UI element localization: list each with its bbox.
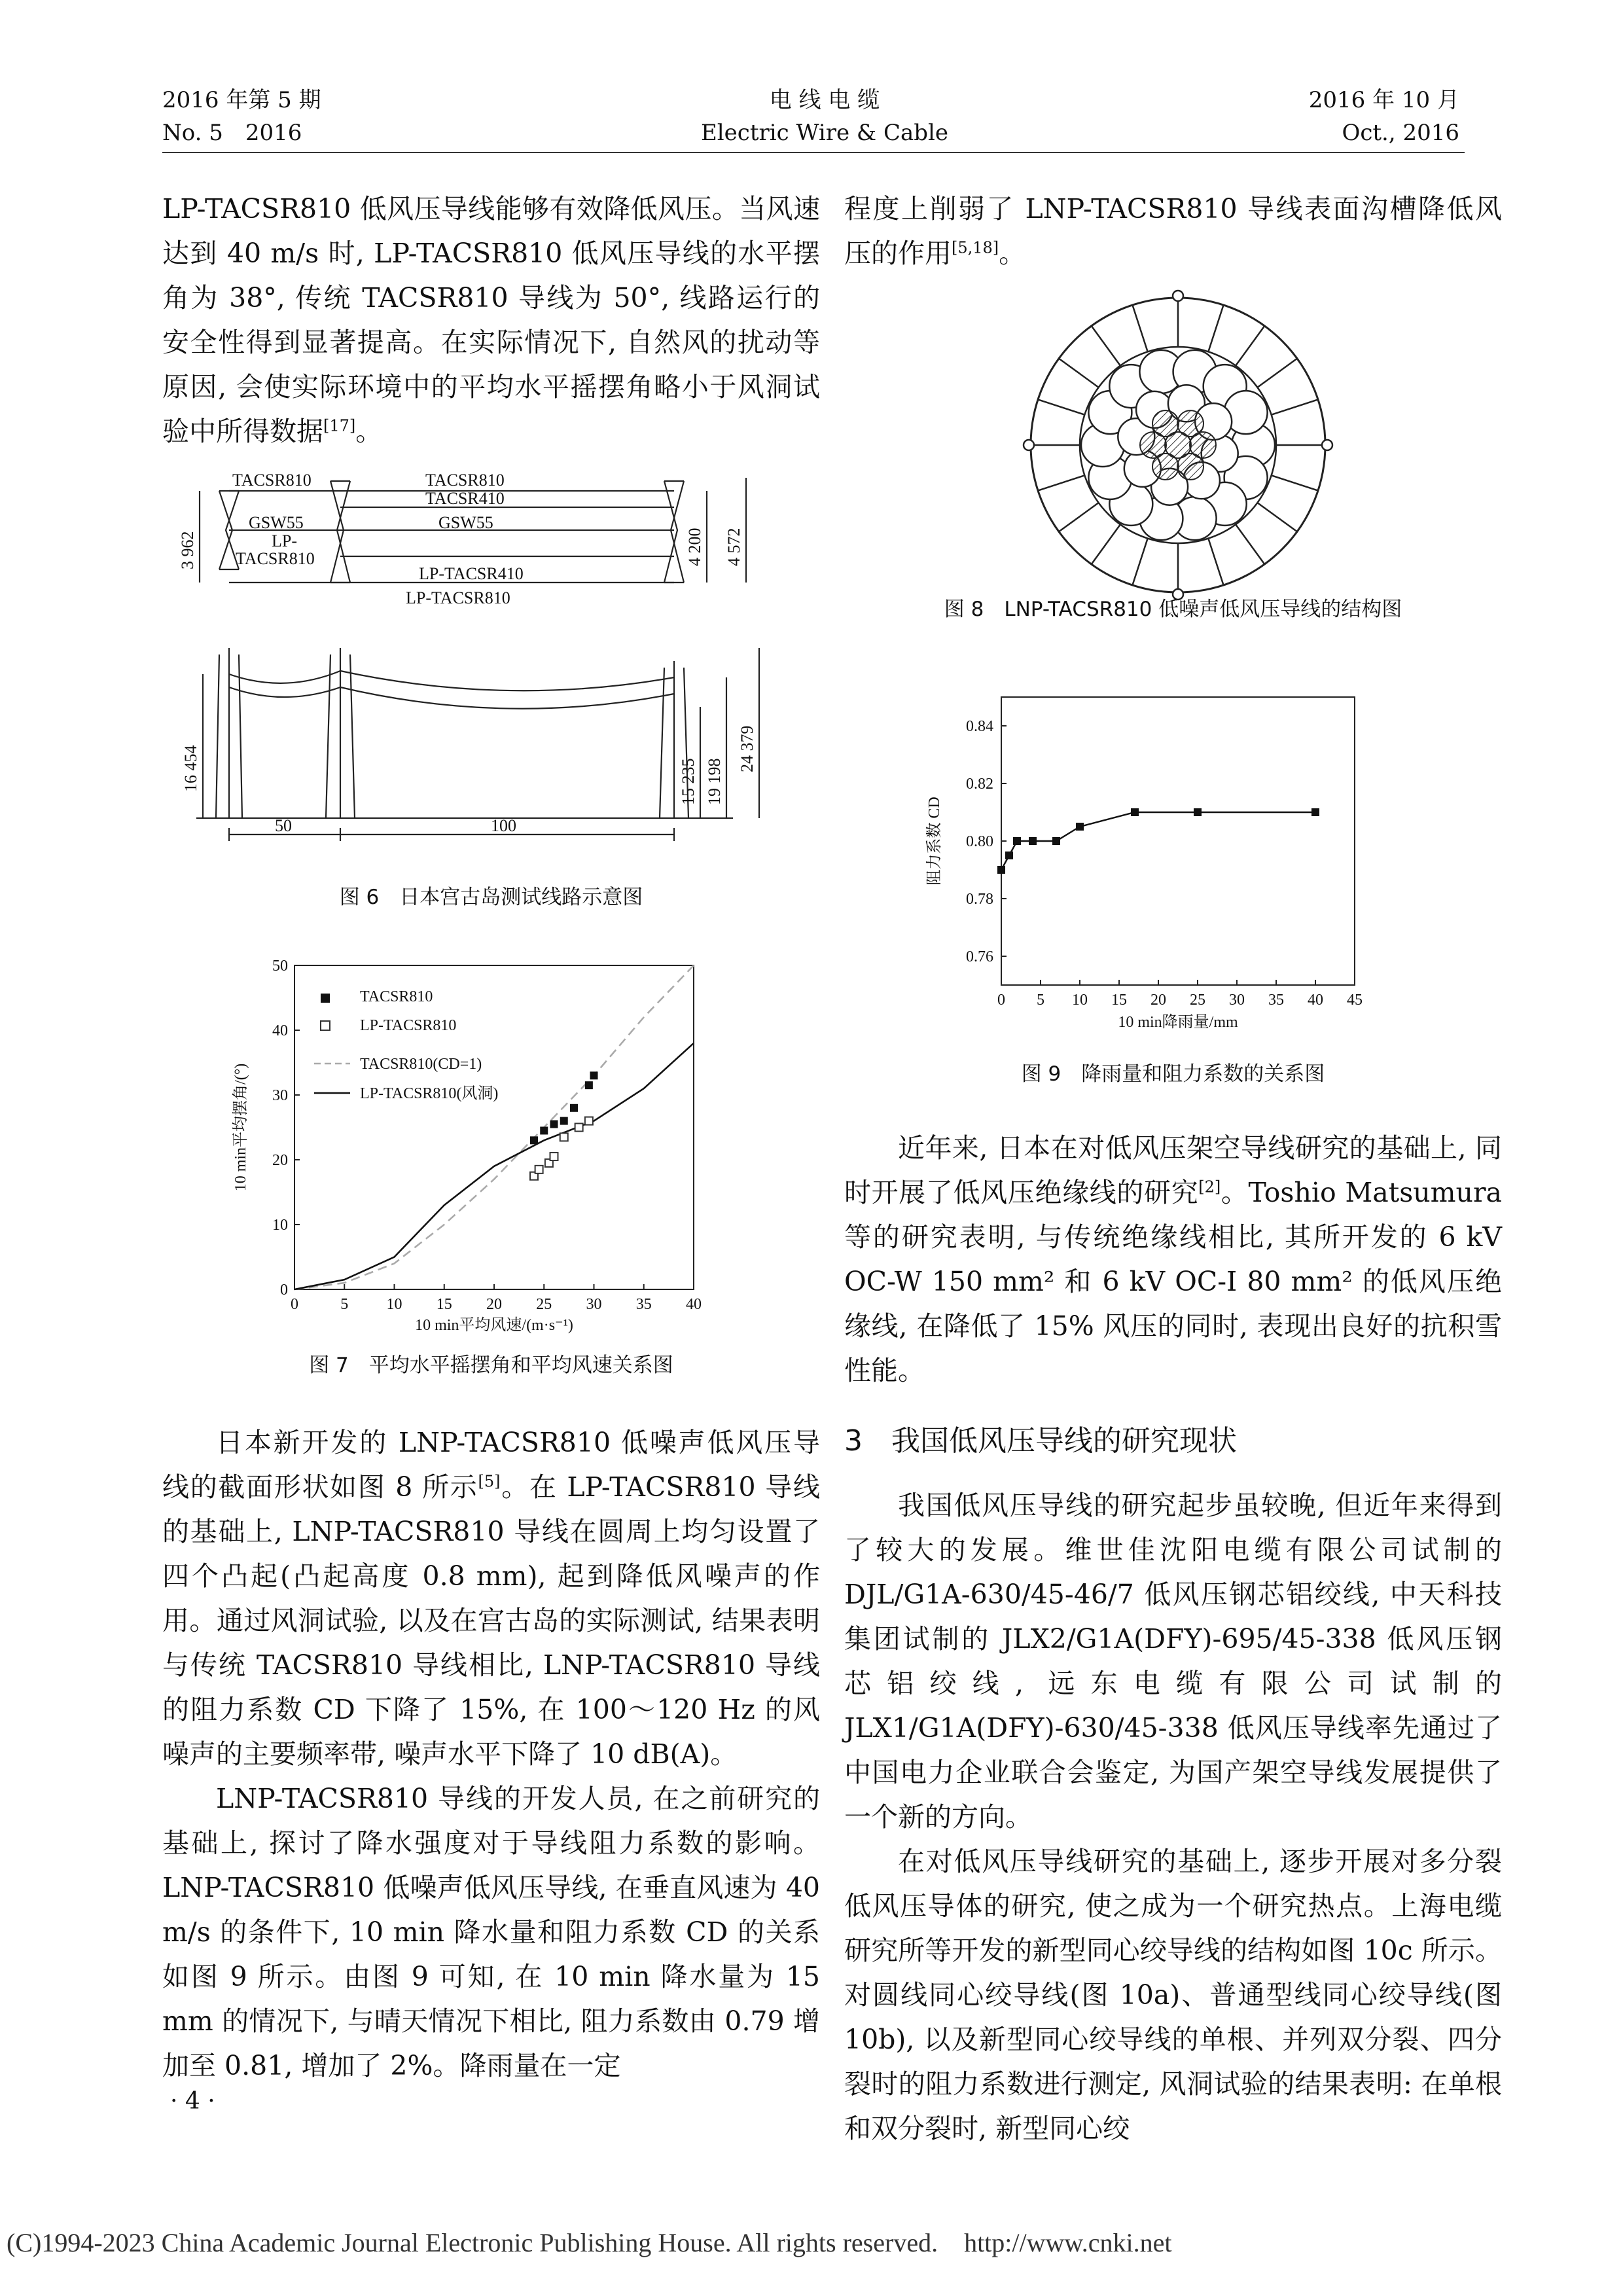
tower-top-2 [330, 481, 350, 583]
page-number: · 4 · [170, 2088, 215, 2115]
figure-7-chart [216, 952, 753, 1338]
outer-strand-divider [1132, 539, 1147, 585]
journal-date [1302, 84, 1459, 149]
label-lp-left: LP- [272, 531, 297, 550]
data-point [1052, 837, 1060, 845]
x-tick-label: 40 [686, 1296, 702, 1313]
data-point [1029, 837, 1037, 845]
outer-strand-divider [1132, 305, 1147, 351]
journal-name [654, 84, 995, 149]
x-axis-label: 10 min降雨量/mm [1118, 1014, 1238, 1031]
left-para-2: 日本新开发的 LNP-TACSR810 低噪声低风压导线的截面形状如图 8 所示[5]。在 LP-TACSR810 导线的基础上, LNP-TACSR810 导线在圆周上均匀设置了四个凸起(凸起高度 0.8 mm), 起到降低风噪声的作用。通过风洞试验, 以及在宫古岛的实际测试, 结果表明与传统 TACSR810 导线相比, LNP-TACSR810 导线的阻力系数 CD 下降了 15%, 在 100～120 Hz 的风噪声的主要频率带, 噪声水平下降了 10 dB(A)。 [162, 1427, 820, 1770]
x-tick-label: 0 [291, 1296, 298, 1313]
x-tick-label: 25 [1190, 992, 1205, 1009]
figure-8-caption: 图 8 LNP-TACSR810 低噪声低风压导线的结构图 [944, 598, 1402, 621]
figure-9-chart [903, 684, 1414, 1050]
ref-5-18: [5,18] [952, 238, 999, 257]
date-cn: 2016 年 10 月 [1308, 87, 1459, 113]
figure-6-diagram [157, 452, 798, 877]
data-point [997, 866, 1005, 874]
section-3-title: 3 我国低风压导线的研究现状 [844, 1424, 1237, 1458]
steel-core-strand [1177, 454, 1204, 480]
steel-core-strand [1177, 410, 1204, 437]
point-tacsr810 [550, 1121, 558, 1128]
outer-strand-divider [1236, 524, 1264, 564]
series-line [1001, 812, 1315, 870]
point-lp-tacsr810 [575, 1124, 583, 1132]
left-para-3: LNP-TACSR810 导线的开发人员, 在之前研究的基础上, 探讨了降水强度对于导线阻力系数的影响。LNP-TACSR810 低噪声低风压导线, 在垂直风速为 40 m/s 的条件下, 10 min 降水量和阻力系数 CD 的关系如图 9 所示。由图 9 可知, 在 10 min 降水量为 15 mm 的情况下, 与晴天情况下相比, 阻力系数由 0.79 增加至 0.81, 增加了 2%。降雨量在一定 [162, 1783, 820, 2081]
surface-bump [1024, 440, 1034, 450]
figure-8-conductor-section [1021, 288, 1335, 602]
dim-15235: 15 235 [679, 758, 698, 805]
y-tick-label: 0.76 [966, 948, 993, 965]
point-tacsr810 [590, 1071, 598, 1079]
y-axis-label: 阻力系数 CD [926, 797, 943, 886]
label-gsw55-left: GSW55 [249, 513, 304, 532]
left-para-1: LP-TACSR810 低风压导线能够有效降低风压。当风速达到 40 m/s 时, LP-TACSR810 低风压导线的水平摆角为 38°, 传统 TACSR810 导线为 50°, 线路运行的安全性得到显著提高。在实际情况下, 自然风的扰动等原因, 会使实际环境中的平均水平摇摆角略小于风洞试验中所得数据[17]。 [162, 193, 820, 447]
tower-top-3 [664, 481, 684, 583]
steel-core-strand [1152, 410, 1179, 437]
point-tacsr810 [530, 1136, 538, 1144]
figure-6-caption: 图 6 日本宫古岛测试线路示意图 [339, 886, 643, 909]
point-tacsr810 [585, 1081, 593, 1089]
surface-bump [1322, 440, 1332, 450]
series-lp-tacsr810-windtunnel [294, 1043, 694, 1289]
x-tick-label: 30 [586, 1296, 602, 1313]
legend-label-tacsr810: TACSR810 [360, 988, 433, 1005]
outer-strand-divider [1208, 539, 1223, 585]
y-tick-label: 50 [272, 958, 288, 975]
left-column-bottom [162, 1420, 820, 2088]
y-tick-label: 30 [272, 1087, 288, 1104]
journal-name-cn: 电 线 电 缆 [769, 87, 880, 113]
dim-19198: 19 198 [705, 758, 724, 805]
right-column-bottom [844, 1126, 1502, 2151]
issue-cn: 2016 年第 5 期 [162, 87, 321, 113]
ref-17: [17] [323, 416, 356, 435]
figure-7-caption: 图 7 平均水平摇摆角和平均风速关系图 [309, 1354, 673, 1377]
data-point [1311, 808, 1319, 816]
y-axis-label: 10 min平均摆角/(°) [232, 1063, 249, 1192]
x-tick-label: 35 [1268, 992, 1284, 1009]
series-tacsr810-cd1 [294, 965, 694, 1289]
x-tick-label: 5 [1037, 992, 1044, 1009]
x-tick-label: 45 [1347, 992, 1363, 1009]
surface-bump [1173, 291, 1183, 301]
outer-strand-divider [1257, 503, 1297, 531]
x-tick-label: 20 [486, 1296, 502, 1313]
x-tick-label: 25 [536, 1296, 552, 1313]
x-tick-label: 15 [436, 1296, 452, 1313]
outer-strand-divider [1257, 359, 1297, 387]
y-tick-label: 0.84 [966, 718, 993, 735]
left-column-top [162, 187, 820, 454]
x-tick-label: 10 [386, 1296, 402, 1313]
right-para-4: 在对低风压导线研究的基础上, 逐步开展对多分裂低风压导体的研究, 使之成为一个研究热点。上海电缆研究所等开发的新型同心绞导线的结构如图 10c 所示。对圆线同心绞导线(图 10a)、普通型线同心绞导线(图 10b), 以及新型同心绞导线的单根、并列双分裂、四分裂时的阻力系数进行测定, 风洞试验的结果表明: 在单根和双分裂时, 新型同心绞 [844, 1846, 1502, 2144]
x-tick-label: 5 [340, 1296, 349, 1313]
x-tick-label: 40 [1308, 992, 1323, 1009]
outer-strand-divider [1092, 326, 1120, 366]
y-tick-label: 0.80 [966, 833, 993, 850]
outer-strand-divider [1236, 326, 1264, 366]
outer-strand-divider [1092, 524, 1120, 564]
legend-label-windtunnel: LP-TACSR810(风洞) [360, 1085, 499, 1102]
point-tacsr810 [560, 1117, 568, 1125]
ref-2: [2] [1198, 1177, 1221, 1196]
label-lp-tacsr410: LP-TACSR410 [419, 564, 524, 583]
y-tick-label: 0.78 [966, 891, 993, 908]
dim-24379: 24 379 [738, 725, 757, 772]
legend-marker-lp-tacsr810 [321, 1021, 330, 1030]
label-tacsr410: TACSR410 [425, 489, 505, 508]
outer-strand-divider [1038, 475, 1084, 490]
x-tick-label: 35 [635, 1296, 652, 1313]
dim-4572: 4 572 [724, 528, 743, 566]
figure-9-caption: 图 9 降雨量和阻力系数的关系图 [1021, 1062, 1325, 1086]
dim-100: 100 [491, 816, 516, 835]
ref-5: [5] [478, 1472, 501, 1491]
journal-name-en: Electric Wire & Cable [700, 120, 949, 146]
point-lp-tacsr810 [535, 1166, 543, 1174]
x-axis-label: 10 min平均风速/(m·s⁻¹) [415, 1317, 573, 1334]
data-point [1076, 823, 1084, 831]
issue-en: No. 5 2016 [162, 120, 302, 146]
label-lp-tacsr810: LP-TACSR810 [406, 588, 510, 607]
dim-16454: 16 454 [181, 745, 200, 792]
date-en: Oct., 2016 [1342, 120, 1459, 146]
label-tacsr810-top: TACSR810 [425, 471, 505, 490]
point-tacsr810 [570, 1104, 578, 1112]
outer-strand-divider [1038, 399, 1084, 414]
point-lp-tacsr810 [560, 1133, 568, 1141]
label-tacsr810-left: TACSR810 [232, 471, 312, 490]
dim-4200: 4 200 [685, 528, 704, 566]
outer-strand-divider [1059, 503, 1099, 531]
point-lp-tacsr810 [585, 1117, 593, 1125]
y-tick-label: 20 [272, 1152, 288, 1169]
label-gsw55-mid: GSW55 [438, 513, 493, 532]
dim-3962: 3 962 [178, 531, 197, 569]
label-tacsr810-left2: TACSR810 [236, 549, 315, 568]
outer-strand-divider [1272, 475, 1318, 490]
x-tick-label: 0 [997, 992, 1005, 1009]
dim-50: 50 [275, 816, 292, 835]
outer-strand-divider [1059, 359, 1099, 387]
right-para-2: 近年来, 日本在对低风压架空导线研究的基础上, 同时开展了低风压绝缘线的研究[2]。Toshio Matsumura 等的研究表明, 与传统绝缘线相比, 其所开发的 6 kV OC-W 150 mm² 和 6 kV OC-I 80 mm² 的低风压绝缘线, 在降低了 15% 风压的同时, 表现出良好的抗积雪性能。 [844, 1132, 1502, 1386]
outer-strand-divider [1272, 399, 1318, 414]
y-tick-label: 0.82 [966, 776, 993, 793]
y-tick-label: 40 [272, 1022, 288, 1039]
right-para-3: 我国低风压导线的研究起步虽较晚, 但近年来得到了较大的发展。维世佳沈阳电缆有限公司试制的 DJL/G1A-630/45-46/7 低风压钢芯铝绞线, 中天科技集团试制的 JLX2/G1A(DFY)-695/45-338 低风压钢芯铝绞线, 远东电缆有限公司试制的 JLX1/G1A(DFY)-630/45-338 低风压导线率先通过了中国电力企业联合会鉴定, 为国产架空导线发展提供了一个新的方向。 [844, 1490, 1502, 1833]
point-tacsr810 [540, 1126, 548, 1134]
legend-label-cd1: TACSR810(CD=1) [360, 1056, 482, 1073]
data-point [1013, 837, 1021, 845]
copyright-footer: (C)1994-2023 China Academic Journal Electronic Publishing House. All rights reserved. http://www.cnki.net [7, 2228, 1172, 2257]
data-point [1131, 808, 1139, 816]
right-column-top [844, 187, 1502, 276]
outer-strand-divider [1208, 305, 1223, 351]
journal-issue [162, 84, 321, 149]
x-tick-label: 20 [1150, 992, 1166, 1009]
x-tick-label: 30 [1229, 992, 1245, 1009]
legend-label-lp-tacsr810: LP-TACSR810 [360, 1017, 457, 1034]
data-point [1005, 852, 1013, 859]
y-tick-label: 0 [280, 1282, 288, 1299]
right-para-1: 程度上削弱了 LNP-TACSR810 导线表面沟槽降低风压的作用[5,18]。 [844, 193, 1502, 269]
point-lp-tacsr810 [550, 1153, 558, 1160]
x-tick-label: 10 [1072, 992, 1088, 1009]
legend-marker-tacsr810 [321, 994, 330, 1003]
header-rule [162, 152, 1465, 153]
y-tick-label: 10 [272, 1217, 288, 1234]
data-point [1194, 808, 1202, 816]
x-tick-label: 15 [1111, 992, 1127, 1009]
plot-frame [294, 965, 694, 1289]
